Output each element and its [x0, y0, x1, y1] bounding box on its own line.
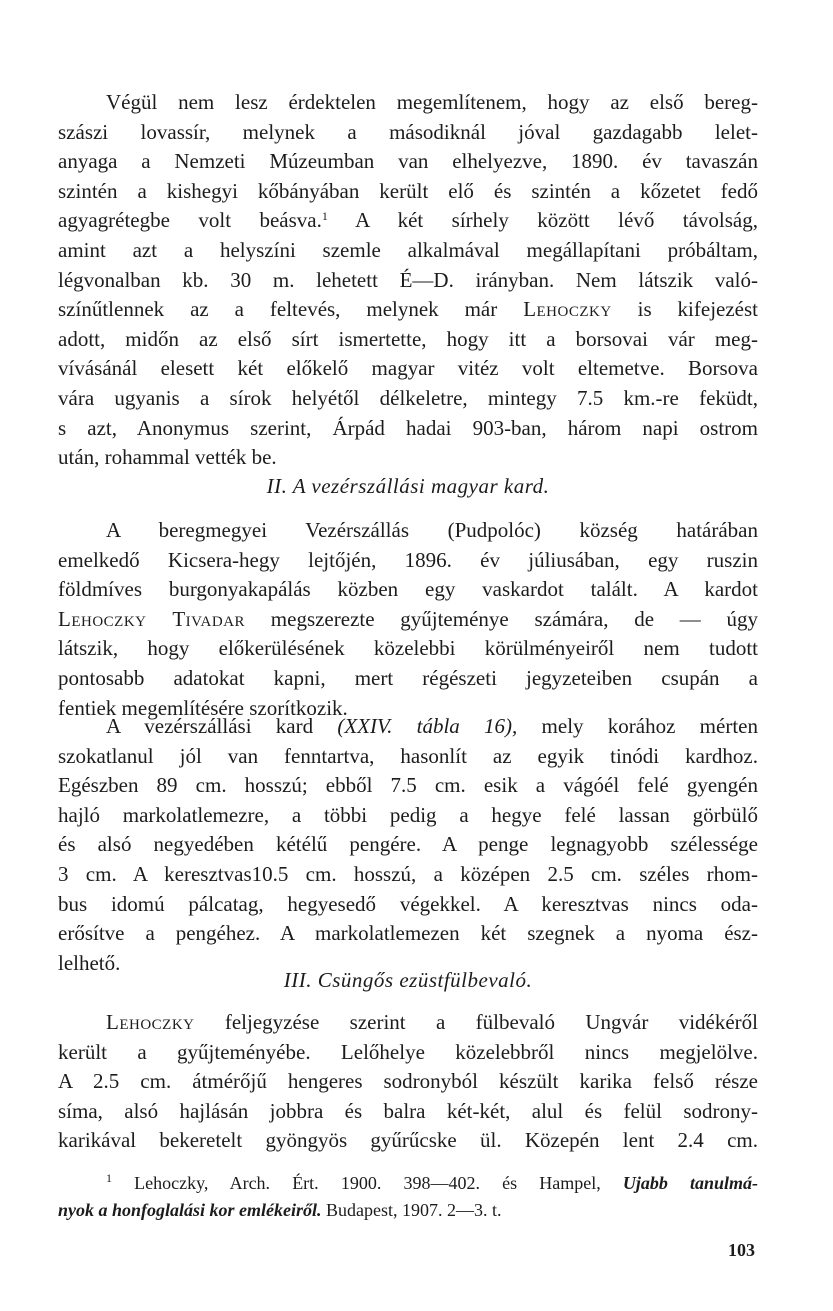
text-line: emelkedő Kicsera-hegy lejtőjén, 1896. év júliusában, egy ruszin: [58, 547, 758, 572]
text-line: [58, 295, 758, 325]
text-line: [58, 206, 758, 236]
text-line: után, rohammal vették be.: [58, 445, 277, 470]
footnote-line: [58, 1170, 758, 1197]
text-line: A beregmegyei Vezérszállás (Pudpolóc) község határában: [106, 518, 758, 542]
text-line: látszik, hogy előkerülésének közelebbi körülményeiről nem tudott: [58, 636, 758, 661]
text-line: vára ugyanis a sírok helyétől délkeletre, mintegy 7.5 km.-re feküdt,: [58, 385, 758, 410]
text-segment: színűtlennek az a feltevés, melynek már: [58, 297, 524, 322]
text-line: földmíves burgonyakapálás közben egy vaskardot talált. A kardot: [58, 577, 758, 602]
text-line: és alsó negyedében kétélű pengére. A penge legnagyobb szélessége: [58, 832, 758, 857]
text-line: [58, 712, 758, 742]
footnote: [58, 1170, 758, 1224]
text-line: anyaga a Nemzeti Múzeumban van elhelyezve, 1890. év tavaszán: [58, 149, 758, 174]
paragraph-3: [58, 712, 758, 978]
text-line: adott, midőn az első sírt ismertette, hogy itt a borsovai vár meg-: [58, 326, 758, 351]
footnote-text: Budapest, 1907. 2—3. t.: [321, 1200, 502, 1220]
text-line: amint azt a helyszíni szemle alkalmával megállapítani próbáltam,: [58, 237, 758, 262]
text-segment: A vezérszállási kard: [106, 714, 338, 738]
footnote-title: nyok a honfoglalási kor emlékeiről.: [58, 1200, 322, 1220]
text-segment: A két sírhely között lévő távolság,: [327, 208, 758, 233]
section-title-3: III. Csüngős ezüstfülbevaló.: [283, 968, 533, 992]
section-title-2: II. A vezérszállási magyar kard.: [266, 474, 550, 498]
plate-reference: (XXIV. tábla 16),: [337, 714, 518, 738]
text-line: 3 cm. A keresztvas10.5 cm. hosszú, a középen 2.5 cm. széles rhom-: [58, 861, 758, 886]
paragraph-1: [58, 88, 758, 473]
footnote-mark: 1: [106, 1171, 112, 1185]
text-segment: megszerezte gyűjteménye számára, de — úgy: [245, 606, 758, 631]
text-line: erősítve a pengéhez. A markolatlemezen két szegnek a nyoma ész-: [58, 921, 758, 946]
text-line: karikával bekeretelt gyöngyös gyűrűcske ül. Közepén lent 2.4 cm.: [58, 1128, 758, 1153]
text-line: szászi lovassír, melynek a másodiknál jóval gazdagabb lelet-: [58, 119, 758, 144]
text-line: szintén a kishegyi kőbányában került elő és szintén a kőzetet fedő: [58, 178, 758, 203]
text-line: A 2.5 cm. átmérőjű hengeres sodronyból készült karika felső része: [58, 1069, 758, 1094]
text-line: került a gyűjteményébe. Lelőhelye közelebbről nincs megjelölve.: [58, 1039, 758, 1064]
text-line: fentiek megemlítésére szorítkozik.: [58, 695, 348, 720]
text-line: vívásánál elesett két előkelő magyar vitéz volt eltemetve. Borsova: [58, 356, 758, 381]
text-line: síma, alsó hajlásán jobbra és balra két-két, alul és felül sodrony-: [58, 1098, 758, 1123]
text-line: Egészben 89 cm. hosszú; ebből 7.5 cm. esik a vágóél felé gyengén: [58, 773, 758, 798]
text-line: [58, 605, 758, 635]
footnote-reference: 1: [321, 209, 328, 224]
text-line: s azt, Anonymus szerint, Árpád hadai 903-ban, három napi ostrom: [58, 415, 758, 440]
text-line: lelhető.: [58, 950, 121, 975]
author-name: Lehoczky: [523, 297, 612, 322]
text-line: légvonalban kb. 30 m. lehetett É—D. irányban. Nem látszik való-: [58, 267, 758, 292]
text-line: Végül nem lesz érdektelen megemlítenem, hogy az első bereg-: [106, 90, 758, 114]
author-name: Lehoczky Tivadar: [58, 606, 246, 631]
text-segment: feljegyzése szerint a fülbevaló Ungvár vidékéről: [194, 1010, 758, 1034]
footnote-line: [58, 1197, 758, 1224]
footnote-text: Lehoczky, Arch. Ért. 1900. 398—402. és Hampel,: [112, 1173, 623, 1193]
author-name: Lehoczky: [106, 1010, 195, 1034]
text-line: [58, 1008, 758, 1038]
paragraph-4: [58, 1008, 758, 1156]
paragraph-2: [58, 516, 758, 723]
text-segment: mely korához mérten: [517, 714, 758, 738]
text-segment: agyagrétegbe volt beásva.: [58, 208, 322, 233]
text-line: szokatlanul jól van fenntartva, hasonlít az egyik tinódi kardhoz.: [58, 743, 758, 768]
page-number: 103: [728, 1240, 755, 1260]
text-line: pontosabb adatokat kapni, mert régészeti jegyzeteiben csupán a: [58, 665, 758, 690]
text-line: bus idomú pálcatag, hegyesedő végekkel. A keresztvas nincs oda-: [58, 891, 758, 916]
text-segment: is kifejezést: [611, 297, 759, 322]
text-line: hajló markolatlemezre, a többi pedig a hegye felé lassan görbülő: [58, 802, 758, 827]
footnote-title: Ujabb tanulmá-: [622, 1173, 758, 1193]
